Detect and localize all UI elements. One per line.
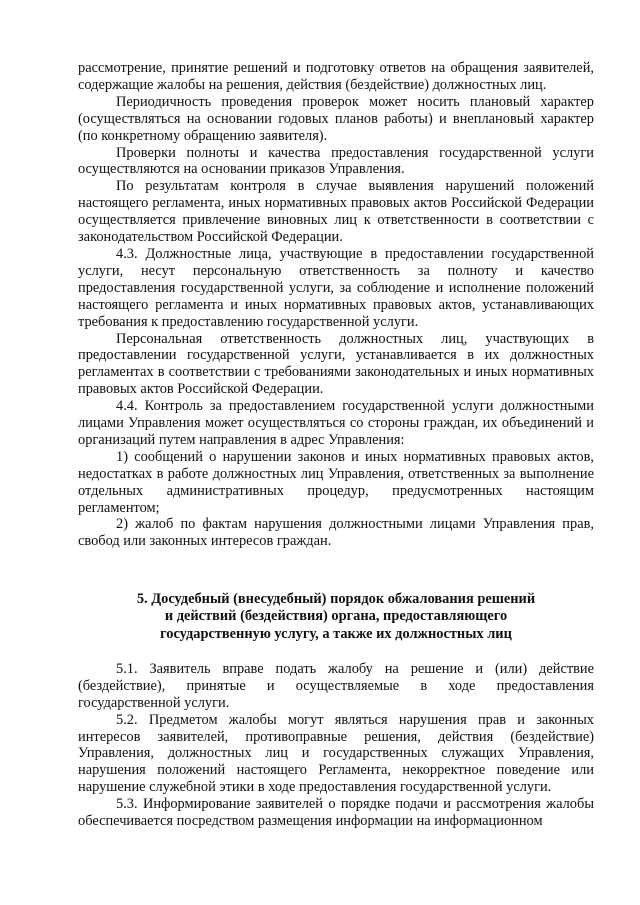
paragraph-personal-responsibility: Персональная ответственность должностных лиц, участвующих в предоставлении государственной услуги, устанавливается в их должностных регламентах в соответствии с требованиями законодательных и иных нормативных правовых актов Российской Федерации. xyxy=(78,330,594,398)
section-5-heading xyxy=(78,591,594,643)
paragraph-5-1: 5.1. Заявитель вправе подать жалобу на решение и (или) действие (бездействие), принятые и осуществляемые в ходе предоставления государственной услуги. xyxy=(78,660,594,711)
list-item-1: 1) сообщений о нарушении законов и иных нормативных правовых актов, недостатках в работе должностных лиц Управления, ответственных за выполнение отдельных административных процедур, предусмотренных настоящим регламентом; xyxy=(78,448,594,516)
section-heading-line-1: 5. Досудебный (внесудебный) порядок обжалования решений xyxy=(136,591,536,608)
heading-spacer xyxy=(78,643,594,661)
document-page xyxy=(78,60,594,830)
paragraph-5-2: 5.2. Предметом жалобы могут являться нарушения прав и законных интересов заявителей, противоправные решения, действия (бездействие) Управления, должностных лиц и государственных служащих Управления, нарушения положений настоящего Регламента, некорректное поведение или нарушение служебной этики в ходе предоставления государственной услуги. xyxy=(78,711,594,796)
paragraph-5-3: 5.3. Информирование заявителей о порядке подачи и рассмотрения жалобы обеспечивается посредством размещения информации на информационном xyxy=(78,796,594,830)
section-heading-line-2: и действий (бездействия) органа, предоставляющего xyxy=(164,608,508,625)
list-item-2: 2) жалоб по фактам нарушения должностными лицами Управления прав, свобод или законных интересов граждан. xyxy=(78,516,594,550)
paragraph-inspection-frequency: Периодичность проведения проверок может носить плановый характер (осуществляться на основании годовых планов работы) и внеплановый характер (по конкретному обращению заявителя). xyxy=(78,93,594,144)
section-spacer xyxy=(78,550,594,591)
paragraph-inspection-basis: Проверки полноты и качества предоставления государственной услуги осуществляются на основании приказов Управления. xyxy=(78,144,594,178)
paragraph-4-4: 4.4. Контроль за предоставлением государственной услуги должностными лицами Управления может осуществляться со стороны граждан, их объединений и организаций путем направления в адрес Управления: xyxy=(78,398,594,448)
section-heading-line-3: государственную услугу, а также их должностных лиц xyxy=(160,625,512,642)
paragraph-continuation: рассмотрение, принятие решений и подготовку ответов на обращения заявителей, содержащие жалобы на решения, действия (бездействие) должностных лиц. xyxy=(78,60,594,93)
paragraph-4-3: 4.3. Должностные лица, участвующие в предоставлении государственной услуги, несут персональную ответственность за полноту и качество предоставления государственной услуги, за соблюдение и исполнение положений настоящего регламента и иных нормативных правовых актов, устанавливающих требования к предоставлению государственной услуги. xyxy=(78,245,594,330)
paragraph-control-results: По результатам контроля в случае выявления нарушений положений настоящего регламента, иных нормативных правовых актов Российской Федерации осуществляется привлечение виновных лиц к ответственности в соответствии с законодательством Российской Федерации. xyxy=(78,178,594,246)
